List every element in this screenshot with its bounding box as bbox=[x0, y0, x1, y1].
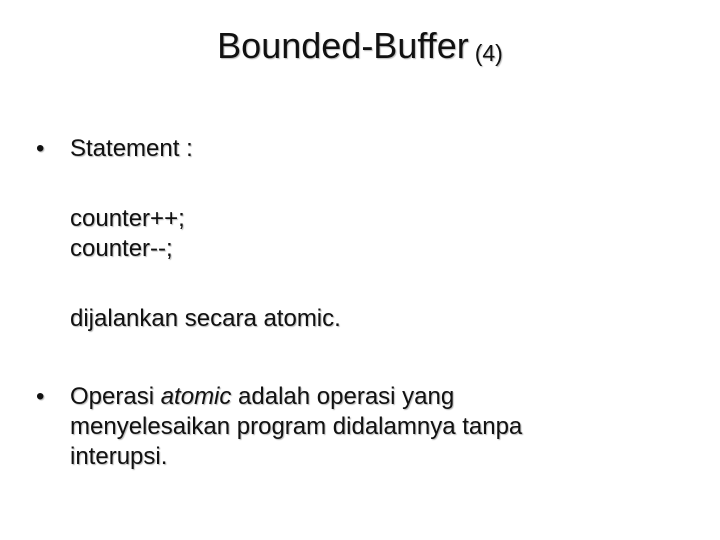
bullet-atomic-definition bbox=[36, 382, 686, 482]
slide-title-number: (4) bbox=[474, 40, 503, 66]
slide-title-main: Bounded-Buffer bbox=[217, 25, 469, 66]
bullet-dot: • bbox=[36, 383, 45, 410]
bullet-statement bbox=[36, 134, 676, 164]
bullet-atomic-definition-text bbox=[70, 382, 522, 472]
code-line-decrement: counter--; bbox=[70, 235, 173, 262]
definition-line-3: interupsi. bbox=[70, 443, 168, 470]
slide-title bbox=[0, 22, 720, 74]
definition-line-1 bbox=[70, 382, 522, 412]
definition-part-2: adalah operasi yang bbox=[231, 383, 455, 410]
bullet-dot: • bbox=[36, 135, 45, 162]
definition-part-1: Operasi bbox=[70, 383, 161, 410]
definition-line-2: menyelesaikan program didalamnya tanpa bbox=[70, 413, 523, 440]
code-line-increment: counter++; bbox=[70, 205, 185, 232]
definition-italic-atomic: atomic bbox=[160, 383, 232, 410]
atomic-note: dijalankan secara atomic. bbox=[70, 305, 341, 332]
bullet-statement-text: Statement : bbox=[70, 135, 193, 162]
